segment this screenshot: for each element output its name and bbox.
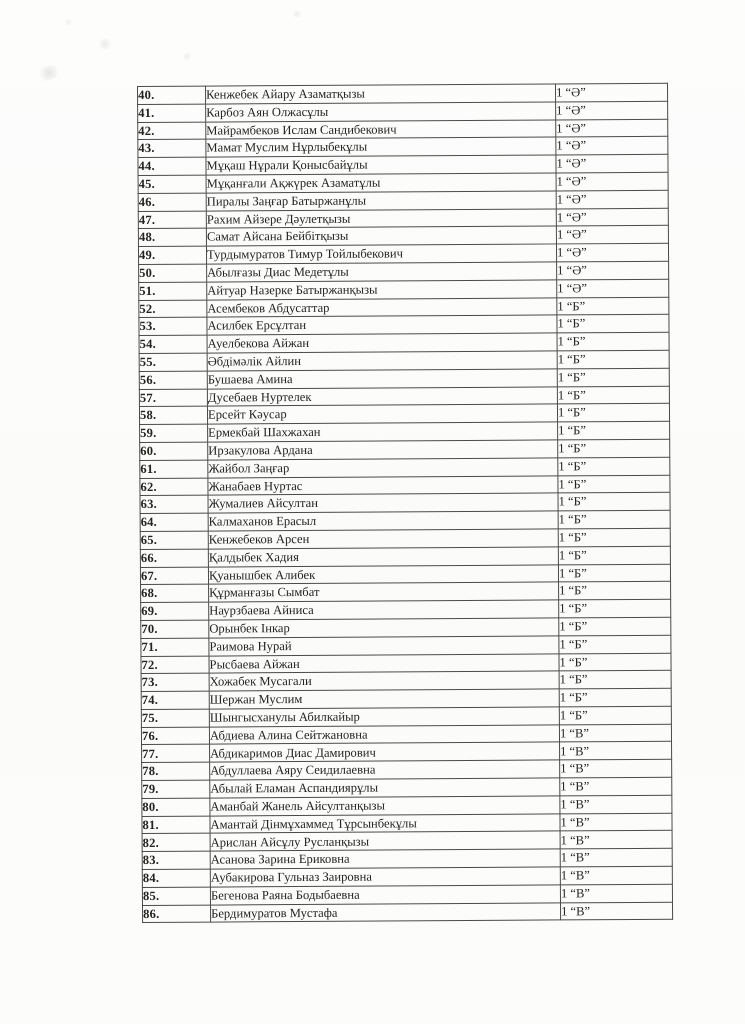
student-name: Абдуллаева Аяру Сеидилаевна [210,760,560,780]
row-number: 74. [141,691,209,709]
class-label: 1 “Б” [557,386,669,404]
class-label: 1 “Ә” [556,119,668,137]
row-number: 46. [138,193,206,211]
class-label: 1 “В” [560,760,672,778]
class-label: 1 “В” [560,742,672,760]
class-label: 1 “Б” [557,368,669,386]
student-name: Калмаханов Ерасыл [208,511,558,531]
student-name: Хожабек Мусагали [209,671,559,691]
student-name: Жумалиев Айсултан [208,493,558,513]
class-label: 1 “Ә” [556,137,668,155]
student-name: Қуанышбек Алибек [208,564,558,584]
class-label: 1 “Б” [559,635,671,653]
student-name: Мұқанғали Ақжүрек Азаматұлы [206,173,556,193]
class-label: 1 “Б” [557,350,669,368]
student-name: Ирзакулова Ардана [208,440,558,460]
student-name: Карбоз Аян Олжасұлы [206,102,556,122]
class-label: 1 “Б” [557,297,669,315]
row-number: 42. [138,122,206,140]
class-label: 1 “В” [560,795,672,813]
student-name: Шынгысханулы Абилкайыр [209,707,559,727]
student-name: Раимова Нурай [209,636,559,656]
student-name: Айтуар Назерке Батыржанқызы [207,280,557,300]
row-number: 43. [138,139,206,157]
class-label: 1 “Б” [558,493,670,511]
class-label: 1 “В” [560,884,672,902]
student-name: Пиралы Заңғар Батыржанұлы [206,191,556,211]
row-number: 44. [138,157,206,175]
student-name: Қалдыбек Хадия [208,547,558,567]
student-name: Жанабаев Нуртас [208,475,558,495]
student-name: Абылғазы Диас Медетұлы [207,262,557,282]
class-label: 1 “Б” [558,439,670,457]
student-name: Аманбай Жанель Айсултанқызы [210,796,560,816]
class-label: 1 “Б” [557,315,669,333]
row-number: 67. [140,567,208,585]
row-number: 69. [141,602,209,620]
row-number: 83. [142,851,210,869]
student-name: Абдиева Алина Сейтжановна [209,725,559,745]
row-number: 53. [139,317,207,335]
class-label: 1 “В” [559,724,671,742]
student-name: Майрамбеков Ислам Сандибекович [206,120,556,140]
class-label: 1 “В” [560,831,672,849]
row-number: 50. [139,264,207,282]
row-number: 80. [142,798,210,816]
row-number: 54. [139,335,207,353]
row-number: 58. [139,406,207,424]
class-label: 1 “Б” [559,688,671,706]
row-number: 52. [139,300,207,318]
student-name: Құрманғазы Сымбат [209,582,559,602]
row-number: 70. [141,620,209,638]
class-label: 1 “Ә” [557,279,669,297]
class-label: 1 “В” [560,849,672,867]
class-label: 1 “Б” [558,475,670,493]
student-name: Мұқаш Нұрали Қонысбайұлы [206,155,556,175]
row-number: 64. [140,513,208,531]
student-name: Орынбек Інкар [209,618,559,638]
row-number: 48. [138,228,206,246]
class-label: 1 “Б” [558,564,670,582]
student-name: Кенжебек Айару Азаматқызы [206,84,556,104]
row-number: 63. [140,495,208,513]
class-label: 1 “В” [560,902,672,920]
class-label: 1 “Б” [558,510,670,528]
student-name: Амантай Дінмұхаммед Тұрсынбекұлы [210,814,560,834]
row-number: 85. [142,887,210,905]
class-label: 1 “Б” [557,404,669,422]
row-number: 55. [139,353,207,371]
row-number: 56. [139,371,207,389]
scan-artifact [182,52,192,61]
row-number: 66. [140,549,208,567]
row-number: 86. [143,905,211,923]
student-name: Рысбаева Айжан [209,653,559,673]
student-name: Шержан Муслим [209,689,559,709]
student-name: Ерсейт Кәусар [207,404,557,424]
row-number: 40. [138,86,206,104]
table-row [143,902,673,923]
class-label: 1 “Ә” [556,172,668,190]
student-list-table-container [137,83,673,924]
scan-artifact [64,18,73,26]
class-label: 1 “В” [560,866,672,884]
class-label: 1 “Б” [559,617,671,635]
class-label: 1 “Б” [559,653,671,671]
row-number: 73. [141,673,209,691]
class-label: 1 “Б” [558,546,670,564]
student-name: Дусебаев Нуртелек [207,386,557,406]
class-label: 1 “Ә” [556,208,668,226]
row-number: 62. [140,478,208,496]
student-name: Бушаева Амина [207,369,557,389]
student-table-body [138,83,673,923]
class-label: 1 “Ә” [557,261,669,279]
row-number: 71. [141,638,209,656]
student-name: Наурзбаева Айниса [209,600,559,620]
student-name: Мамат Муслим Нұрлыбекұлы [206,137,556,157]
class-label: 1 “Ә” [556,154,668,172]
row-number: 79. [142,780,210,798]
row-number: 61. [140,460,208,478]
row-number: 59. [140,424,208,442]
row-number: 51. [139,282,207,300]
row-number: 41. [138,104,206,122]
row-number: 68. [141,584,209,602]
student-name: Жайбол Заңғар [208,458,558,478]
row-number: 84. [142,869,210,887]
class-label: 1 “Б” [559,599,671,617]
scan-artifact [98,38,112,50]
student-name: Аубакирова Гульназ Заировна [210,867,560,887]
student-name: Кенжебеков Арсен [208,529,558,549]
class-label: 1 “Б” [559,706,671,724]
row-number: 76. [141,727,209,745]
class-label: 1 “Ә” [556,243,668,261]
row-number: 82. [142,834,210,852]
class-label: 1 “Б” [557,332,669,350]
student-name: Ермекбай Шахжахан [208,422,558,442]
class-label: 1 “В” [560,813,672,831]
student-name: Самат Айсана Бейбітқызы [206,226,556,246]
row-number: 45. [138,175,206,193]
row-number: 81. [142,816,210,834]
class-label: 1 “Б” [558,528,670,546]
class-label: 1 “Ә” [556,190,668,208]
student-name: Асембеков Абдусаттар [207,298,557,318]
student-name: Бегенова Раяна Бодыбаевна [210,885,560,905]
student-name: Ауелбекова Айжан [207,333,557,353]
class-label: 1 “Ә” [556,226,668,244]
row-number: 60. [140,442,208,460]
student-name: Арислан Айсұлу Русланқызы [210,831,560,851]
row-number: 49. [138,246,206,264]
class-label: 1 “Б” [558,457,670,475]
row-number: 57. [139,389,207,407]
row-number: 47. [138,211,206,229]
row-number: 75. [141,709,209,727]
student-name: Әбдімәлік Айлин [207,351,557,371]
student-list-table [137,83,673,924]
scan-artifact [34,62,63,84]
student-name: Турдымуратов Тимур Тойлыбекович [206,244,556,264]
class-label: 1 “Ә” [556,101,668,119]
row-number: 65. [140,531,208,549]
row-number: 78. [142,762,210,780]
row-number: 77. [142,745,210,763]
student-name: Абдикаримов Диас Дамирович [210,742,560,762]
class-label: 1 “В” [560,777,672,795]
student-name: Асилбек Ерсұлтан [207,315,557,335]
class-label: 1 “Ә” [555,83,667,101]
class-label: 1 “Б” [559,671,671,689]
scan-artifact [292,10,302,18]
student-name: Асанова Зарина Ериковна [210,849,560,869]
class-label: 1 “Б” [558,421,670,439]
student-name: Абылай Еламан Аспандиярұлы [210,778,560,798]
class-label: 1 “Б” [559,582,671,600]
student-name: Бердимуратов Мустафа [211,903,561,923]
row-number: 72. [141,656,209,674]
student-name: Рахим Айзере Дәулетқызы [206,209,556,229]
